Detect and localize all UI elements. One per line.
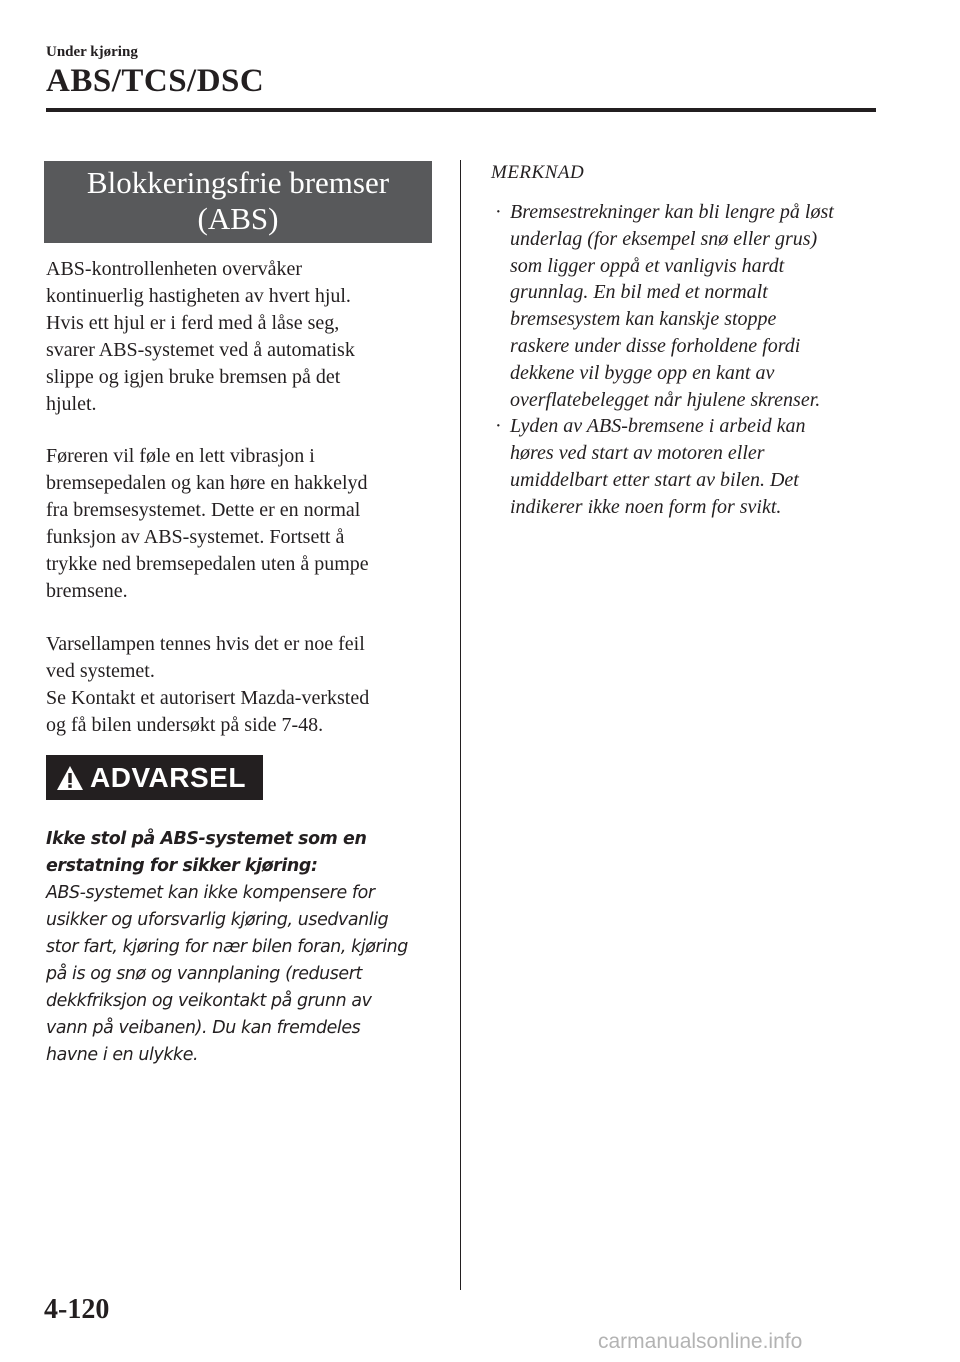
warning-line: dekkfriksjon og veikontakt på grunn av bbox=[46, 991, 372, 1011]
warning-line: havne i en ulykke. bbox=[46, 1045, 199, 1065]
text-line: ved systemet. bbox=[46, 660, 155, 682]
text-line: kontinuerlig hastigheten av hvert hjul. bbox=[46, 285, 351, 307]
paragraph-abs-monitoring bbox=[46, 256, 436, 418]
warning-triangle-icon bbox=[56, 765, 84, 791]
warning-line: usikker og uforsvarlig kjøring, usedvanlig bbox=[46, 910, 389, 930]
note-list bbox=[491, 199, 891, 521]
note-line: umiddelbart etter start av bilen. Det bbox=[510, 468, 799, 491]
topic-title-line: (ABS) bbox=[197, 201, 279, 236]
note-item bbox=[491, 413, 891, 520]
note-line: Bremsestrekninger kan bli lengre på løst bbox=[510, 201, 834, 223]
note-heading: MERKNAD bbox=[491, 162, 585, 183]
section-title: ABS/TCS/DSC bbox=[46, 63, 265, 99]
column-divider bbox=[460, 160, 461, 1290]
note-line: underlag (for eksempel snø eller grus) bbox=[510, 227, 818, 250]
warning-text bbox=[46, 826, 441, 1069]
page-number: 4-120 bbox=[44, 1294, 110, 1325]
warning-line: ABS-systemet kan ikke kompensere for bbox=[46, 883, 375, 903]
header-rule bbox=[46, 108, 876, 112]
text-line: fra bremsesystemet. Dette er en normal bbox=[46, 499, 361, 521]
text-line: slippe og igjen bruke bremsen på det bbox=[46, 366, 341, 388]
note-line: Lyden av ABS-bremsene i arbeid kan bbox=[510, 415, 806, 438]
text-line: Føreren vil føle en lett vibrasjon i bbox=[46, 445, 315, 467]
note-line: grunnlag. En bil med et normalt bbox=[510, 281, 768, 304]
text-line: Se Kontakt et autorisert Mazda-verksted bbox=[46, 687, 370, 709]
text-line: bremsepedalen og kan høre en hakkelyd bbox=[46, 472, 368, 494]
warning-bold-line: Ikke stol på ABS-systemet som en bbox=[46, 829, 367, 849]
text-line: hjulet. bbox=[46, 393, 97, 415]
text-line: Varsellampen tennes hvis det er noe feil bbox=[46, 633, 365, 655]
text-line: funksjon av ABS-systemet. Fortsett å bbox=[46, 526, 345, 548]
note-line: bremsesystem kan kanskje stoppe bbox=[510, 308, 777, 331]
warning-line: på is og snø og vannplaning (redusert bbox=[46, 964, 362, 984]
text-line: bremsene. bbox=[46, 580, 128, 602]
warning-line: stor fart, kjøring for nær bilen foran, kjøring bbox=[46, 937, 408, 957]
warning-bold-line: erstatning for sikker kjøring: bbox=[46, 856, 318, 876]
note-line: høres ved start av motoren eller bbox=[510, 442, 765, 465]
paragraph-vibration bbox=[46, 443, 436, 605]
paragraph-warning-lamp bbox=[46, 631, 436, 739]
note-line: raskere under disse forholdene fordi bbox=[510, 334, 801, 357]
text-line: Hvis ett hjul er i ferd med å låse seg, bbox=[46, 312, 340, 334]
warning-label: ADVARSEL bbox=[90, 761, 246, 793]
note-line: overflatebelegget når hjulene skrenser. bbox=[510, 388, 821, 411]
warning-badge bbox=[46, 755, 263, 800]
topic-title-line: Blokkeringsfrie bremser bbox=[86, 165, 390, 200]
bullet-icon: · bbox=[495, 415, 502, 438]
note-line: dekkene vil bygge opp en kant av bbox=[510, 361, 775, 384]
warning-line: vann på veibanen). Du kan fremdeles bbox=[46, 1018, 361, 1038]
chapter-label: Under kjøring bbox=[46, 44, 138, 60]
text-line: ABS-kontrollenheten overvåker bbox=[46, 258, 303, 280]
bullet-icon: · bbox=[495, 201, 502, 223]
text-line: trykke ned bremsepedalen uten å pumpe bbox=[46, 553, 369, 575]
topic-title-box bbox=[44, 161, 432, 243]
note-item bbox=[491, 199, 891, 413]
watermark: carmanualsonline.info bbox=[598, 1330, 803, 1353]
note-line: som ligger oppå et vanligvis hardt bbox=[510, 254, 785, 277]
text-line: og få bilen undersøkt på side 7-48. bbox=[46, 714, 324, 736]
text-line: svarer ABS-systemet ved å automatisk bbox=[46, 339, 355, 361]
note-line: indikerer ikke noen form for svikt. bbox=[510, 495, 782, 518]
